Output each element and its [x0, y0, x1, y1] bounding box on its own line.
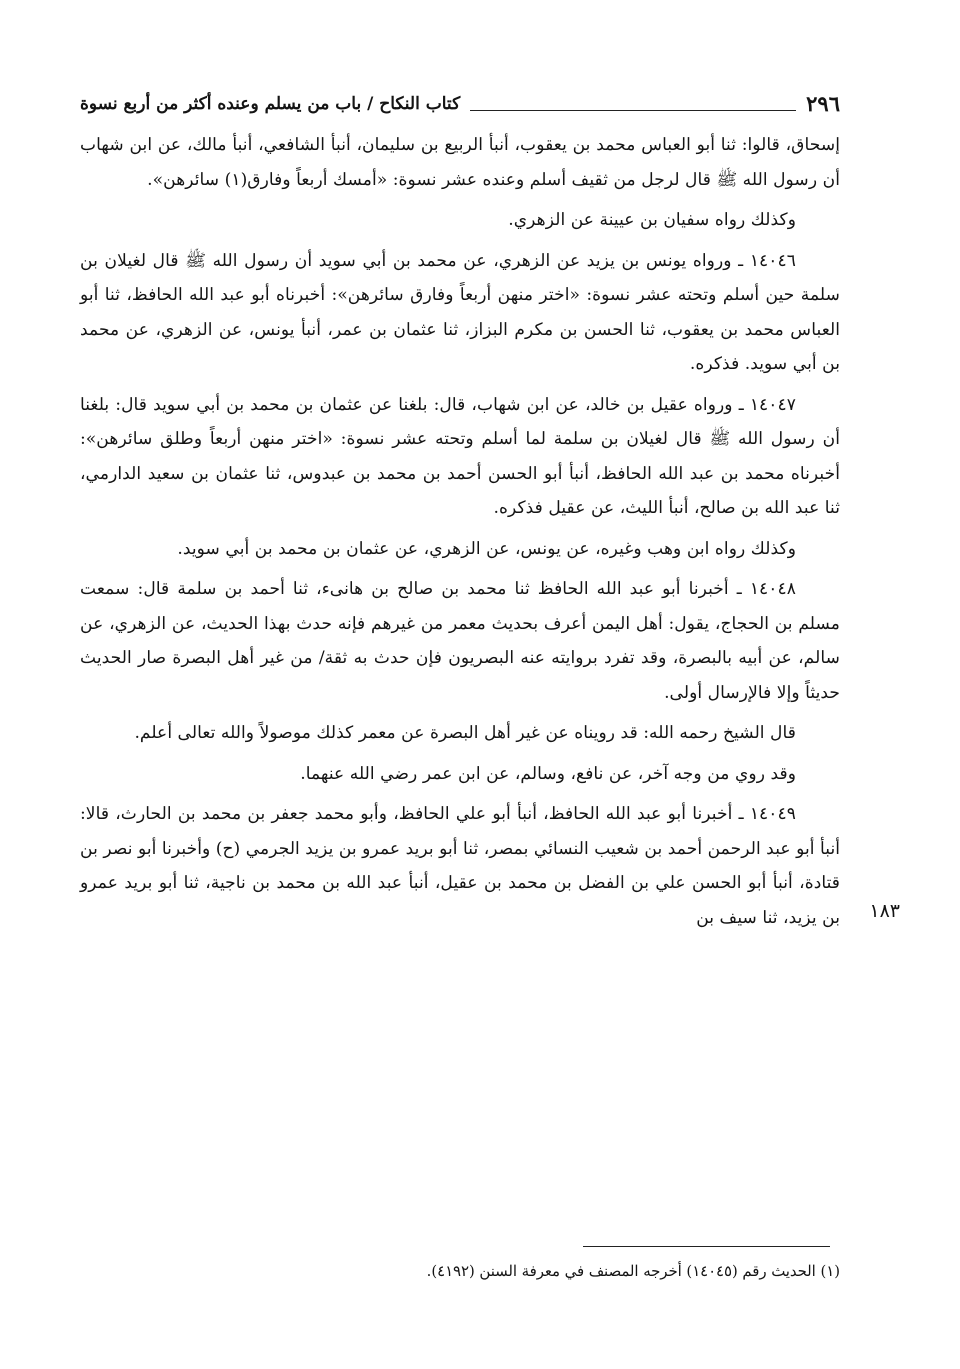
hadith-paragraph: ١٤٠٤٩ ـ أخبرنا أبو عبد الله الحافظ، أنبأ أبو علي الحافظ، وأبو محمد جعفر بن محمد بن الحارث، قالا: أنبأ أبو عبد الرحمن أحمد بن شعيب النسائي بمصر، ثنا أبو بريد عمرو بن يزيد الجرمي (ح) وأخبرنا أبو نصر بن قتادة، أنبأ أبو الحسن علي بن الفضل بن محمد بن عقيل، أنبأ عبد الله بن محمد بن ناجية، ثنا أبو بريد عمرو بن يزيد، ثنا سيف بن — [80, 804, 840, 928]
header-rule — [470, 110, 796, 111]
running-header — [80, 80, 840, 116]
main-text — [80, 128, 840, 941]
page-number: ٢٩٦ — [806, 91, 840, 116]
hadith-paragraph: ١٤٠٤٨ ـ أخبرنا أبو عبد الله الحافظ ثنا محمد بن صالح بن هانىء، ثنا أحمد بن سلمة قال: سمعت مسلم بن الحجاج، يقول: أهل اليمن أعرف بحديث معمر من غيرهم فإنه حدث بهذا الحديث، عن الزهري، عن سالم، عن أبيه بالبصرة، وقد تفرد بروايته عنه البصريون فإن حدث به ثقة/ من غير أهل البصرة صار الحديث حديثاً وإلا فالإرسال أولى. — [80, 579, 840, 703]
paragraph: إسحاق، قالوا: ثنا أبو العباس محمد بن يعقوب، أنبأ الربيع بن سليمان، أنبأ الشافعي، أنبأ مالك، عن ابن شهاب أن رسول الله ﷺ قال لرجل من ثقيف أسلم وعنده عشر نسوة: «أمسك أربعاً وفارق(١) سائرهن». — [80, 135, 840, 190]
footnote-separator — [583, 1246, 830, 1247]
paragraph: وكذلك رواه ابن وهب وغيره، عن يونس، عن الزهري، عن عثمان بن محمد بن أبي سويد. — [177, 538, 796, 559]
footnote: (١) الحديث رقم (١٤٠٤٥) أخرجه المصنف في معرفة السنن (٤١٩٢). — [426, 1263, 840, 1280]
hadith-paragraph: ١٤٠٤٧ ـ ورواه عقيل بن خالد، عن ابن شهاب، قال: بلغنا عن عثمان بن محمد بن أبي سويد قال: بلغنا أن رسول الله ﷺ قال لغيلان بن سلمة لما أسلم وتحته عشر نسوة: «اختر منهن أربعاً وطلق سائرهن»: أخبرناه محمد بن عبد الله الحافظ، أنبأ أبو الحسن أحمد بن محمد بن عبدوس، ثنا عثمان بن سعيد الدارمي، ثنا عبد الله بن صالح، أنبأ الليث، عن عقيل فذكره. — [80, 394, 840, 518]
paragraph: وقد روي من وجه آخر، عن نافع، وسالم، عن ابن عمر رضي الله عنهما. — [300, 763, 796, 784]
margin-page-reference: ١٨٣ — [869, 900, 900, 922]
running-title: كتاب النكاح / باب من يسلم وعنده أكثر من أربع نسوة — [80, 94, 461, 114]
paragraph: قال الشيخ رحمه الله: قد رويناه عن غير أهل البصرة عن معمر كذلك موصولاً والله تعالى أعلم. — [134, 723, 796, 743]
paragraph: وكذلك رواه سفيان بن عيينة عن الزهري. — [508, 210, 796, 230]
hadith-paragraph: ١٤٠٤٦ ـ ورواه يونس بن يزيد عن الزهري، عن محمد بن أبي سويد أن رسول الله ﷺ قال لغيلان بن سلمة حين أسلم وتحته عشر نسوة: «اختر منهن أربعاً وفارق سائرهن»: أخبرناه أبو عبد الله الحافظ، ثنا أبو العباس محمد بن يعقوب، ثنا الحسن بن مكرم البزاز، ثنا عثمان بن عمر، أنبأ يونس، عن الزهري، عن محمد بن أبي سويد. فذكره. — [80, 250, 840, 374]
